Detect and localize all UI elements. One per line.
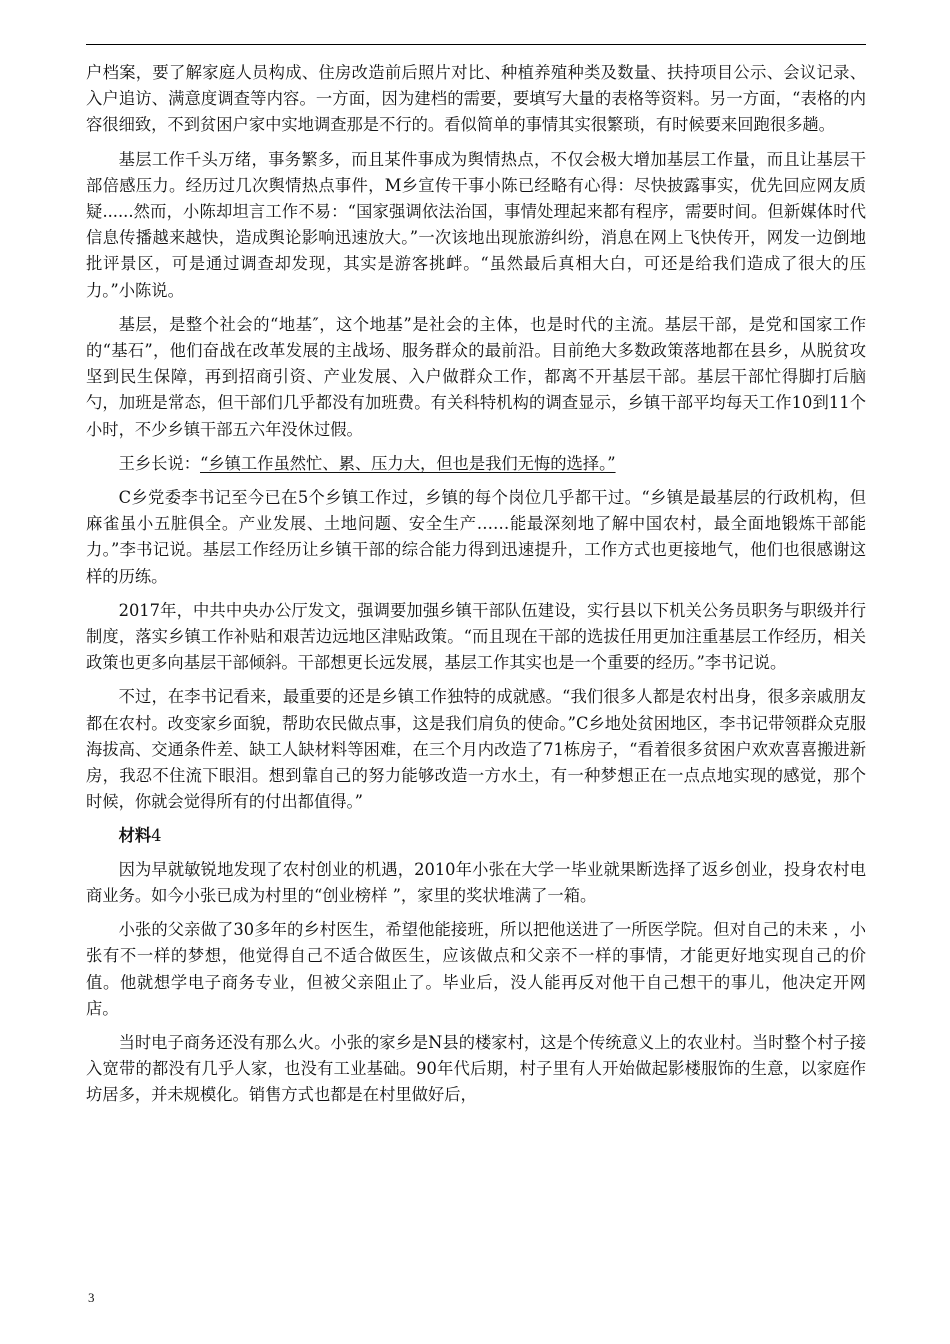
section-number: 4 — [151, 826, 162, 846]
paragraph: 因为早就敏锐地发现了农村创业的机遇，2010年小张在大学一毕业就果断选择了返乡创业，投身农村电商业务。如今小张已成为村里的“创业榜样 ”，家里的奖状堆满了一箱。 — [86, 859, 866, 905]
section-title: 材料 — [118, 826, 152, 846]
header-rule — [86, 44, 866, 45]
document-body — [86, 60, 866, 1117]
quote-prefix: 王乡长说： — [118, 453, 201, 473]
paragraph: 基层，是整个社会的“地基″，这个地基”是社会的主体，也是时代的主流。基层干部，是党和国家工作的“基石”，他们奋战在改革发展的主战场、服务群众的最前沿。目前绝大多数政策落地都在县乡，从脱贫攻坚到民生保障，再到招商引资、产业发展、入户做群众工作，都离不开基层干部。基层干部忙得脚打后脑勺，加班是常态，但干部们几乎都没有加班费。有关科特机构的调查显示，乡镇干部平均每天工作10到11个小时，不少乡镇干部五六年没休过假。 — [86, 314, 866, 439]
page-number: 3 — [88, 1290, 95, 1305]
paragraph: 基层工作千头万绪，事务繁多，而且某件事成为舆情热点，不仅会极大增加基层工作量，而且让基层干部倍感压力。经历过几次舆情热点事件，M乡宣传干事小陈已经略有心得：尽快披露事实，优先回应网友质疑......然而，小陈却坦言工作不易：“国家强调依法治国，事情处理起来都有程序，需要时间。但新媒体时代信息传播越来越快，造成舆论影响迅速放大。”一次该地出现旅游纠纷，消息在网上飞快传开，网发一边倒地批评景区，可是通过调查却发现，其实是游客挑衅。“虽然最后真相大白，可还是给我们造成了很大的压力。”小陈说。 — [86, 149, 866, 300]
paragraph: 不过，在李书记看来，最重要的还是乡镇工作独特的成就感。“我们很多人都是农村出身，很多亲戚朋友都在农村。改变家乡面貌，帮助农民做点事，这是我们肩负的使命。”C乡地处贫困地区，李书记带领群众克服海拔高、交通条件差、缺工人缺材料等困难，在三个月内改造了71栋房子，“看着很多贫困户欢欢喜喜搬进新房，我忍不住流下眼泪。想到靠自己的努力能够改造一方水土，有一种梦想正在一点点地实现的感觉，那个时候，你就会觉得所有的付出都值得。” — [86, 687, 866, 812]
paragraph: 当时电子商务还没有那么火。小张的家乡是N县的楼家村，这是个传统意义上的农业村。当时整个村子接入宽带的都没有几乎人家，也没有工业基础。90年代后期，村子里有人开始做起影楼服饰的生意，以家庭作坊居多，并未规模化。销售方式也都是在村里做好后， — [86, 1032, 866, 1105]
paragraph: 小张的父亲做了30多年的乡村医生，希望他能接班，所以把他送进了一所医学院。但对自己的未来 ，小张有不一样的梦想，他觉得自己不适合做医生，应该做点和父亲不一样的事情，才能更好地实现自己的价值。他就想学电子商务专业，但被父亲阻止了。毕业后，没人能再反对他干自己想干的事儿，他决定开网店。 — [86, 920, 866, 1018]
quote-paragraph — [86, 451, 866, 477]
section-heading — [86, 823, 866, 849]
underlined-quote: “乡镇工作虽然忙、累、压力大，但也是我们无悔的选择。” — [200, 453, 616, 473]
paragraph: 户档案，要了解家庭人员构成、住房改造前后照片对比、种植养殖种类及数量、扶持项目公示、会议记录、入户追访、满意度调查等内容。一方面，因为建档的需要，要填写大量的表格等资料。另一方面，“表格的内容很细致，不到贫困户家中实地调查那是不行的。看似简单的事情其实很繁琐，有时候要来回跑很多趟。 — [86, 63, 866, 135]
paragraph: 2017年，中共中央办公厅发文，强调要加强乡镇干部队伍建设，实行县以下机关公务员职务与职级并行制度，落实乡镇工作补贴和艰苦边远地区津贴政策。“而且现在干部的选拔任用更加注重基层工作经历，相关政策也更多向基层干部倾斜。干部想更长远发展，基层工作其实也是一个重要的经历。”李书记说。 — [86, 600, 866, 673]
paragraph: C乡党委李书记至今已在5个乡镇工作过，乡镇的每个岗位几乎都干过。“乡镇是最基层的行政机构，但麻雀虽小五脏俱全。产业发展、土地问题、安全生产……能最深刻地了解中国农村，最全面地锻炼干部能力。”李书记说。基层工作经历让乡镇干部的综合能力得到迅速提升，工作方式也更接地气，他们也很感谢这样的历练。 — [86, 488, 866, 586]
